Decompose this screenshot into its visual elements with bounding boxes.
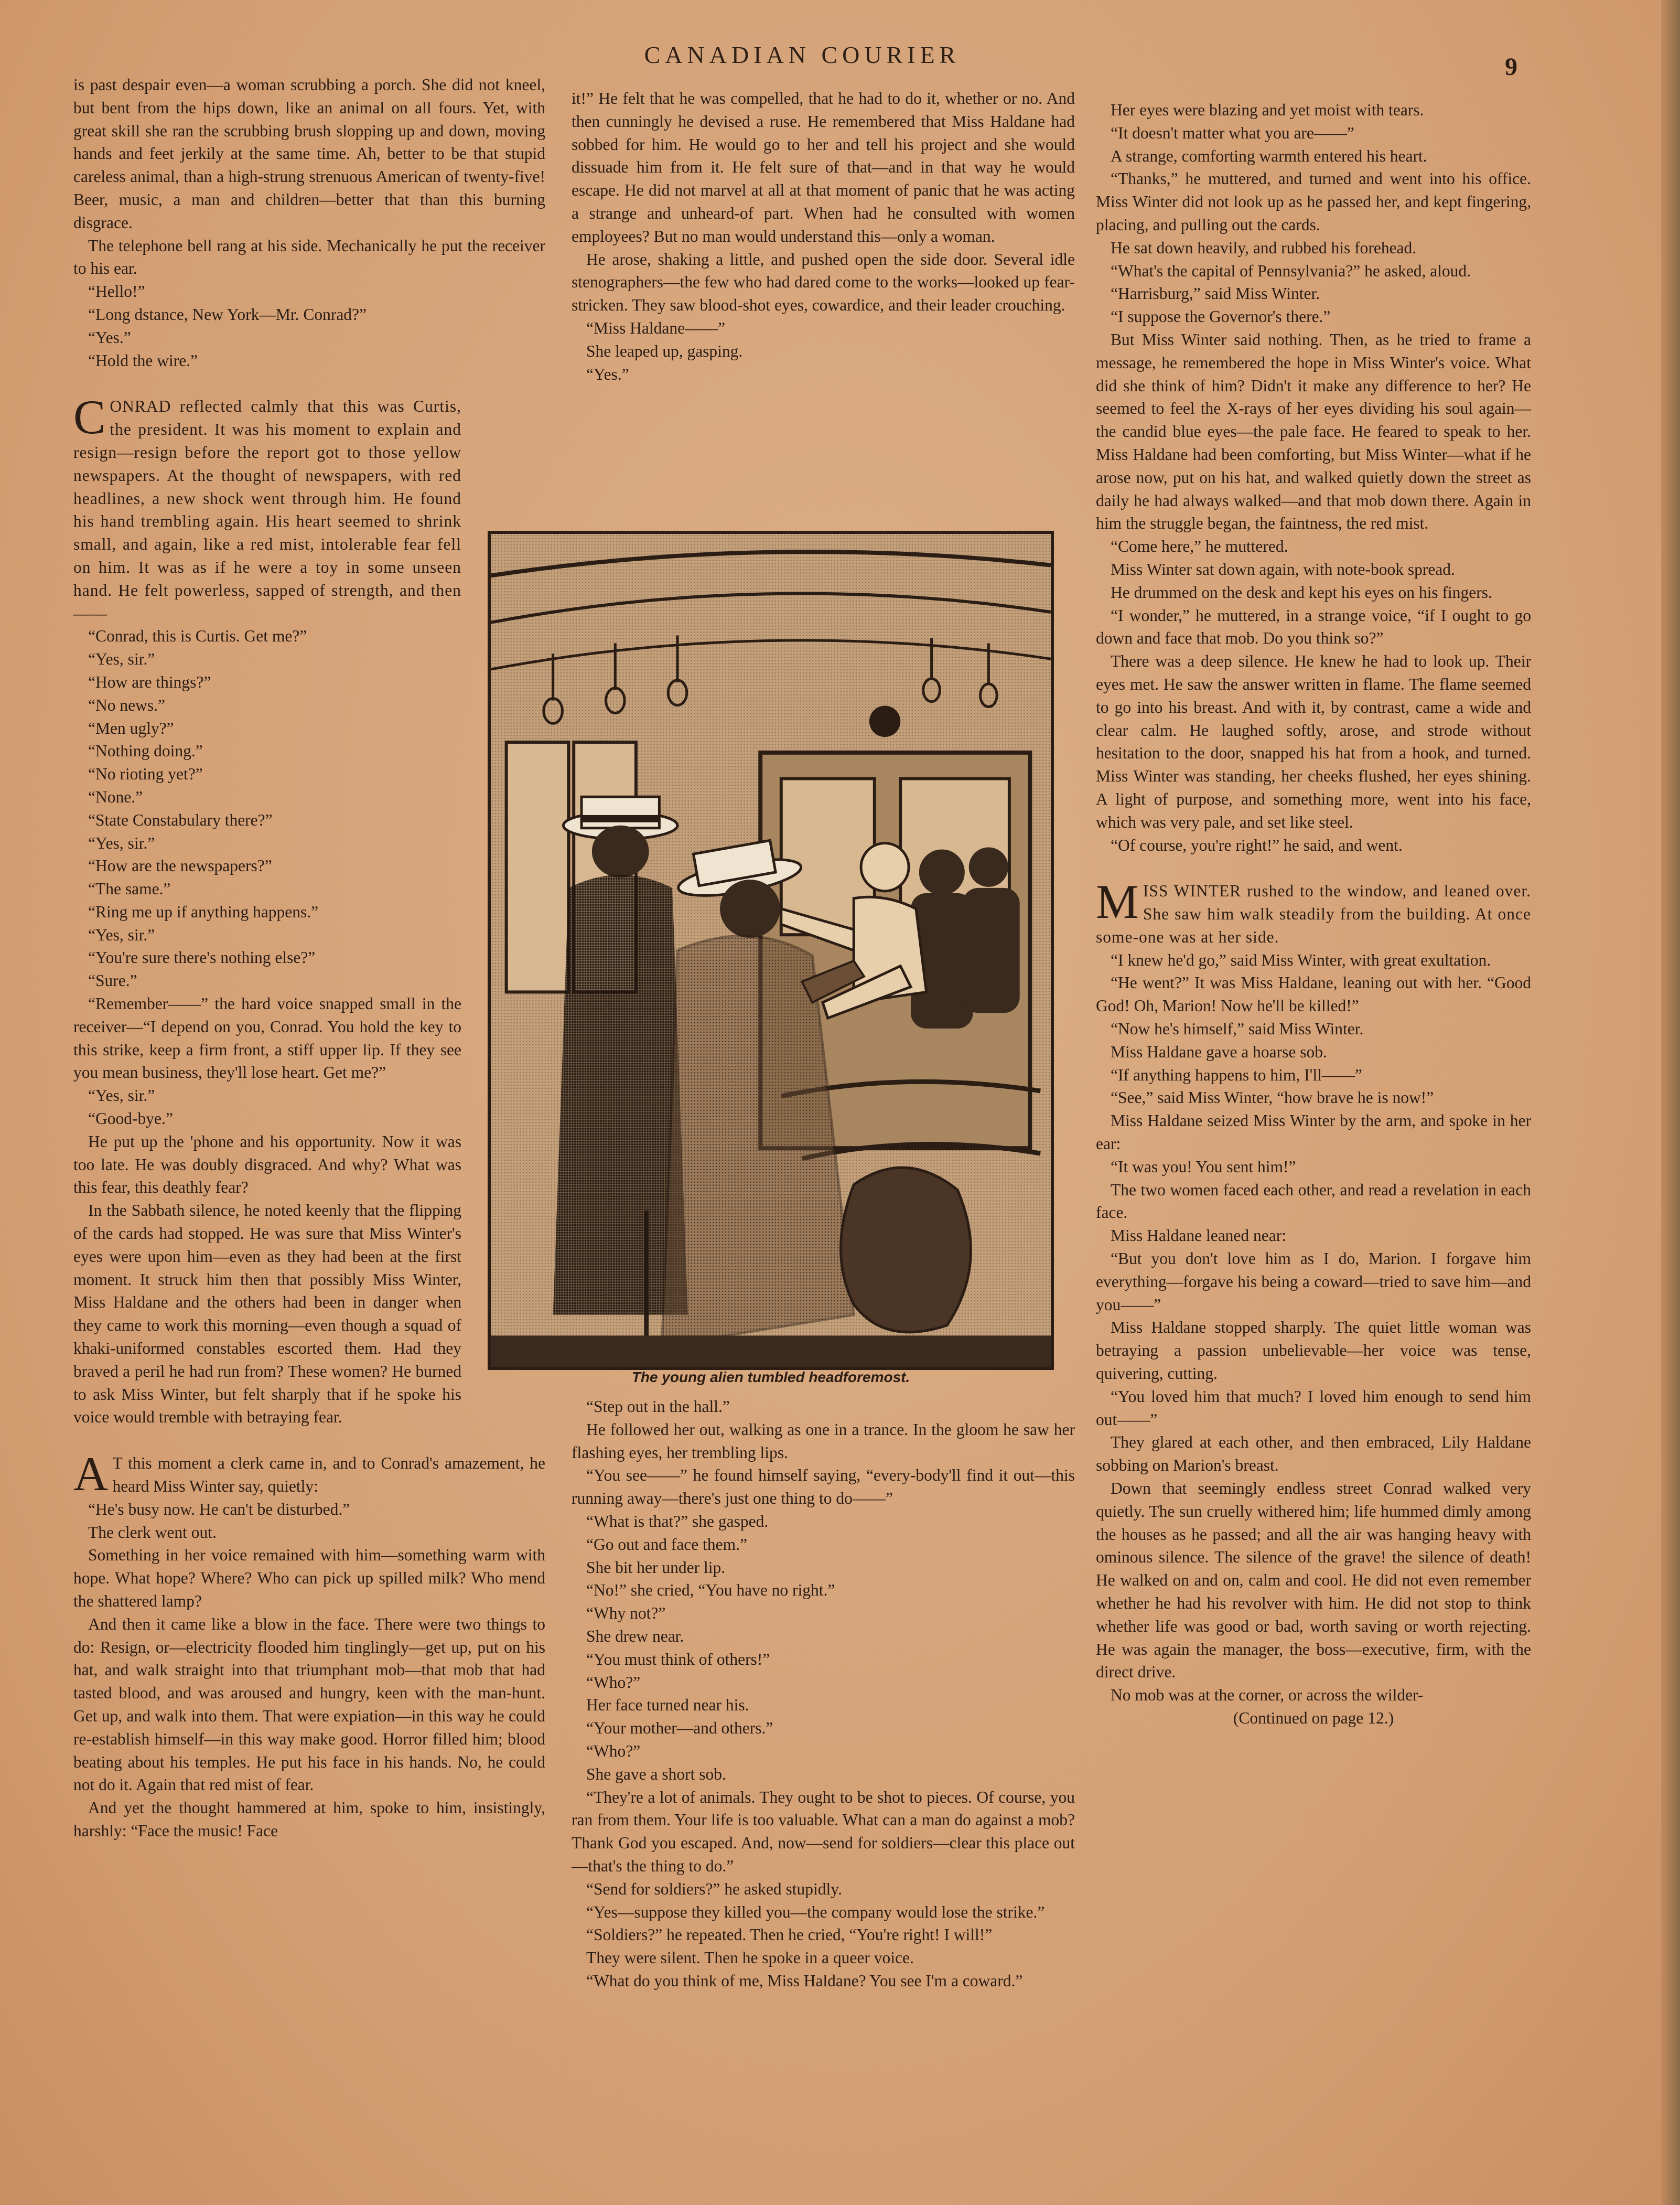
paragraph: “Thanks,” he muttered, and turned and went into his office. Miss Winter did not look up as he passed her, and kept fingering, placing, and pulling out the cards.	[1096, 169, 1531, 234]
paragraph: Miss Haldane seized Miss Winter by the arm, and spoke in her ear:	[1096, 1111, 1531, 1153]
col2-top-paragraphs	[572, 87, 1075, 386]
col3-miss-winter-section	[1096, 875, 1531, 1729]
paragraph: The clerk went out.	[88, 1523, 217, 1542]
paragraph: “Good-bye.”	[88, 1109, 173, 1128]
col1-dialogue	[73, 625, 461, 1429]
paragraph: “You see——” he found himself saying, “every-body'll find it out—this running away—there's just one thing to do——”	[572, 1466, 1075, 1508]
paragraph: “Yes.”	[88, 328, 131, 347]
paragraph: He arose, shaking a little, and pushed open the side door. Several idle stenographers—the few who had dared come to the works—looked up fear-stricken. They saw blood-shot eyes, cowardice, and their leader crouching.	[572, 250, 1075, 315]
paragraph: Her face turned near his.	[586, 1696, 749, 1715]
paragraph: “Who?”	[586, 1741, 641, 1760]
paragraph: “Hold the wire.”	[88, 351, 198, 370]
paragraph: “Now he's himself,” said Miss Winter.	[1111, 1020, 1364, 1039]
column-2-top	[572, 87, 1075, 386]
paragraph: “If anything happens to him, I'll——”	[1111, 1065, 1362, 1084]
paragraph: “See,” said Miss Winter, “how brave he is now!”	[1111, 1088, 1434, 1107]
paragraph: “Nothing doing.”	[88, 742, 203, 761]
paragraph: “But you don't love him as I do, Marion. I forgave him everything—forgave his being a coward—tried to save him—and you——”	[1096, 1249, 1531, 1314]
paragraph: “Yes, sir.”	[88, 833, 155, 852]
paragraph: “What's the capital of Pennsylvania?” he asked, aloud.	[1111, 261, 1471, 280]
paragraph: “No news.”	[88, 695, 165, 714]
paragraph: “Yes—suppose they killed you—the company would lose the strike.”	[586, 1902, 1045, 1921]
page-number: 9	[1505, 53, 1517, 81]
col2-bottom-paragraphs	[572, 1395, 1075, 1993]
column-1	[73, 73, 545, 1843]
paragraph: She gave a short sob.	[586, 1764, 726, 1783]
paragraph: it!” He felt that he was compelled, that he had to do it, whether or no. And then cunningly he devised a ruse. He remembered that Miss Haldane had sobbed for him. He would go to her and tell his project and she would dissuade him from it. He felt sure of that—and in that way he would escape. He did not marvel at all at that moment of panic that he was acting a strange and unheard-of part. When had he consulted with women employees? But no man would understand this—only a woman.	[572, 89, 1075, 245]
col3-paragraphs	[1096, 99, 1531, 857]
paragraph: In the Sabbath silence, he noted keenly that the flipping of the cards had stopped. He was sure that Miss Winter's eyes were upon him—even as they had been at the first moment. It struck him then that possibly Miss Winter, Miss Haldane and the others had been in danger when they came to work this morning—even though a squad of khaki-uniformed constables escorted them. Had they braved a peril he had run from? These women? He burned to ask Miss Winter, but felt sharply that if he spoke his voice would tremble with betraying fear.	[73, 1201, 461, 1427]
dropcap-m: M	[1096, 875, 1139, 929]
paragraph: “Yes.”	[586, 365, 629, 383]
col1-conrad-section	[73, 390, 461, 1429]
paragraph: The telephone bell rang at his side. Mechanically he put the receiver to his ear.	[73, 236, 545, 278]
paragraph: Down that seemingly endless street Conrad walked very quietly. The sun cruelly withered him; life hummed dimly among the houses as he passed; and all the air was hanging heavy with ominous silence. The silence of the grave! the silence of death! He walked on and on, calm and cool. He did not even remember whether he had his revolver with him. He did not stop to think whether life was good or bad, worth saving or worth rejecting. He was again the manager, the boss—executive, firm, with the direct drive.	[1096, 1479, 1531, 1682]
paragraph: He sat down heavily, and rubbed his forehead.	[1111, 238, 1417, 257]
paragraph: “Conrad, this is Curtis. Get me?”	[88, 627, 307, 646]
paragraph: “What is that?” she gasped.	[586, 1512, 769, 1530]
paragraph: “Remember——” the hard voice snapped small in the receiver—“I depend on you, Conrad. You hold the key to this strike, keep a firm front, a stiff upper lip. If they see you mean business, they'll lose heart. Get me?”	[73, 994, 461, 1082]
paragraph: “Of course, you're right!” he said, and went.	[1111, 836, 1403, 854]
paragraph: The two women faced each other, and read a revelation in each face.	[1096, 1180, 1531, 1222]
paragraph: “It was you! You sent him!”	[1111, 1157, 1296, 1176]
page-edge	[1661, 0, 1680, 2205]
paragraph: “Sure.”	[88, 971, 137, 990]
paragraph: “Yes, sir.”	[88, 650, 155, 669]
paragraph: And yet the thought hammered at him, spoke to him, insistingly, harshly: “Face the music! Face	[73, 1799, 545, 1840]
col1-clerk-section	[73, 1447, 545, 1843]
section-first-paragraph: ISS WINTER rushed to the window, and leaned over. She saw him walk steadily from the building. At once some-one was at her side.	[1096, 882, 1531, 946]
page-header-title: CANADIAN COURIER	[644, 41, 961, 68]
paragraph: He followed her out, walking as one in a trance. In the gloom he saw her flashing eyes, her trembling lips.	[572, 1420, 1075, 1462]
paragraph: He put up the 'phone and his opportunity. Now it was too late. He was doubly disgraced. And why? What was this fear, this deathly fear?	[73, 1132, 461, 1197]
col1-clerk-paragraphs	[73, 1498, 545, 1843]
paragraph: “No rioting yet?”	[88, 765, 203, 784]
streetcar-scene-image	[491, 534, 1051, 1367]
paragraph: “Come here,” he muttered.	[1111, 537, 1288, 556]
paragraph: “Go out and face them.”	[586, 1535, 747, 1554]
paragraph: But Miss Winter said nothing. Then, as he tried to frame a message, he remembered the hope in Miss Winter's voice. What did she think of him? Didn't it make any difference to her? He seemed to feel the X-rays of her eyes dividing his soul again—the candid blue eyes—the pale face. He feared to speak to her. Miss Haldane had been comforting, but Miss Winter—what if he arose now, put on his hat, and walked quietly down the street as daily he had always walked—and that mob down there. Again in him the struggle began, the faintness, the red mist.	[1096, 330, 1531, 533]
paragraph: “Miss Haldane——”	[586, 318, 726, 337]
illustration-caption: The young alien tumbled headforemost.	[631, 1369, 910, 1385]
paragraph: Her eyes were blazing and yet moist with tears.	[1111, 101, 1424, 119]
paragraph: is past despair even—a woman scrubbing a porch. She did not kneel, but bent from the hips down, like an animal on all fours. Yet, with great skill she ran the scrubbing brush slopping up and down, moving hands and feet jerkily at the same time. Ah, better to be that stupid careless animal, than a high-strung strenuous American of twenty-five! Beer, music, a man and children—better that than this burning disgrace.	[73, 76, 545, 232]
paragraph: There was a deep silence. He knew he had to look up. Their eyes met. He saw the answer written in flame. The flame seemed to go into his breast. And with it, by contrast, came a wide and clear calm. He laughed softly, arose, and strode without hesitation to the door, snapped his hat from a hook, and turned. Miss Winter was standing, her cheeks flushed, her eyes shining. A light of purpose, and something more, went into his face, which was very pale, and set like steel.	[1096, 652, 1531, 831]
paragraph: “What do you think of me, Miss Haldane? You see I'm a coward.”	[586, 1971, 1023, 1990]
paragraph: “Your mother—and others.”	[586, 1719, 773, 1738]
paragraph: Something in her voice remained with him—something warm with hope. What hope? Where? Who can pick up spilled milk? Who mend the shattered lamp?	[73, 1546, 545, 1610]
paragraph: And then it came like a blow in the face. There were two things to do: Resign, or—electricity flooded him tinglingly—get up, put on his hat, and walk straight into that triumphant mob—that mob that had tasted blood, and was aroused and hungry, keen with the man-hunt. Get up, and walk into them. That were expiation—in this way he could re-establish himself—in this way make good. Horror filled him; blood beating about his temples. He put his face in his hands. No, he could not do it. Again that red mist of fear.	[73, 1614, 545, 1794]
paragraph: “Men ugly?”	[88, 719, 174, 737]
paragraph: “I wonder,” he muttered, in a strange voice, “if I ought to go down and face that mob. Do you think so?”	[1096, 606, 1531, 648]
paragraph: “Ring me up if anything happens.”	[88, 902, 319, 921]
paragraph: They glared at each other, and then embraced, Lily Haldane sobbing on Marion's breast.	[1096, 1433, 1531, 1475]
paragraph: “How are things?”	[88, 672, 211, 691]
paragraph: Miss Winter sat down again, with note-book spread.	[1111, 560, 1455, 579]
paragraph: “Yes, sir.”	[88, 925, 155, 944]
paragraph: He drummed on the desk and kept his eyes on his fingers.	[1111, 583, 1492, 602]
section-first-paragraph: T this moment a clerk came in, and to Conrad's amazement, he heard Miss Winter say, quietly:	[112, 1454, 545, 1496]
dropcap-a: A	[73, 1447, 109, 1501]
paragraph: “None.”	[88, 787, 143, 806]
paragraph: She leaped up, gasping.	[586, 341, 743, 360]
paragraph: She bit her under lip.	[586, 1558, 726, 1577]
paragraph: “He went?” It was Miss Haldane, leaning out with her. “Good God! Oh, Marion! Now he'll be killed!”	[1096, 973, 1531, 1015]
paragraph: “You're sure there's nothing else?”	[88, 948, 316, 967]
paragraph: Miss Haldane stopped sharply. The quiet little woman was betraying a passion unbelievable—her voice was tense, quivering, cutting.	[1096, 1318, 1531, 1383]
continued-notice: (Continued on page 12.)	[1233, 1708, 1394, 1727]
paragraph: “I suppose the Governor's there.”	[1111, 307, 1331, 326]
paragraph: “You must think of others!”	[586, 1650, 770, 1668]
paragraph: “I knew he'd go,” said Miss Winter, with great exultation.	[1111, 950, 1491, 969]
paragraph: Miss Haldane leaned near:	[1111, 1226, 1286, 1245]
col3-ending-paragraphs	[1096, 949, 1531, 1707]
paragraph: “Long dstance, New York—Mr. Conrad?”	[88, 305, 367, 324]
paragraph: “Yes, sir.”	[88, 1086, 155, 1105]
paragraph: “Step out in the hall.”	[586, 1397, 730, 1416]
column-3	[1096, 99, 1531, 1730]
paragraph: “Soldiers?” he repeated. Then he cried, “You're right! I will!”	[586, 1925, 993, 1944]
paragraph: “Hello!”	[88, 282, 145, 301]
paragraph: “State Constabulary there?”	[88, 810, 273, 829]
paragraph: No mob was at the corner, or across the wilder-	[1111, 1686, 1424, 1705]
paragraph: “He's busy now. He can't be disturbed.”	[88, 1500, 350, 1518]
story-illustration	[488, 531, 1054, 1370]
paragraph: “No!” she cried, “You have no right.”	[586, 1581, 835, 1600]
paragraph: “It doesn't matter what you are——”	[1111, 123, 1354, 142]
paragraph: “Harrisburg,” said Miss Winter.	[1111, 284, 1320, 303]
paragraph: “Send for soldiers?” he asked stupidly.	[586, 1879, 842, 1898]
paragraph: “Why not?”	[586, 1604, 666, 1623]
paragraph: “The same.”	[88, 880, 171, 898]
section-first-paragraph: ONRAD reflected calmly that this was Curtis, the president. It was his moment to explain and resign—resign before the report got to those yellow newspapers. At the thought of newspapers, with red headlines, a new shock went through him. He found his hand trembling again. His heart seemed to shrink small, and again, like a red mist, intolerable fear fell on him. It was as if he were a toy in some unseen hand. He felt powerless, sapped of strength, and then——	[73, 397, 461, 623]
paragraph: She drew near.	[586, 1626, 684, 1645]
paragraph: “Who?”	[586, 1673, 641, 1692]
column-2-bottom	[572, 1395, 1075, 1993]
dropcap-c: C	[73, 390, 106, 444]
paragraph: “How are the newspapers?”	[88, 857, 272, 875]
paragraph: “You loved him that much? I loved him enough to send him out——”	[1096, 1387, 1531, 1429]
paragraph: They were silent. Then he spoke in a queer voice.	[586, 1949, 914, 1967]
paragraph: A strange, comforting warmth entered his heart.	[1111, 146, 1427, 165]
paragraph: Miss Haldane gave a hoarse sob.	[1111, 1042, 1327, 1061]
col1-opening-paragraphs	[73, 73, 545, 372]
paragraph: “They're a lot of animals. They ought to be shot to pieces. Of course, you ran from them. Your life is too valuable. What can a man do against a mob? Thank God you escaped. And, now—send for soldiers—clear this place out—that's the thing to do.”	[572, 1787, 1075, 1875]
